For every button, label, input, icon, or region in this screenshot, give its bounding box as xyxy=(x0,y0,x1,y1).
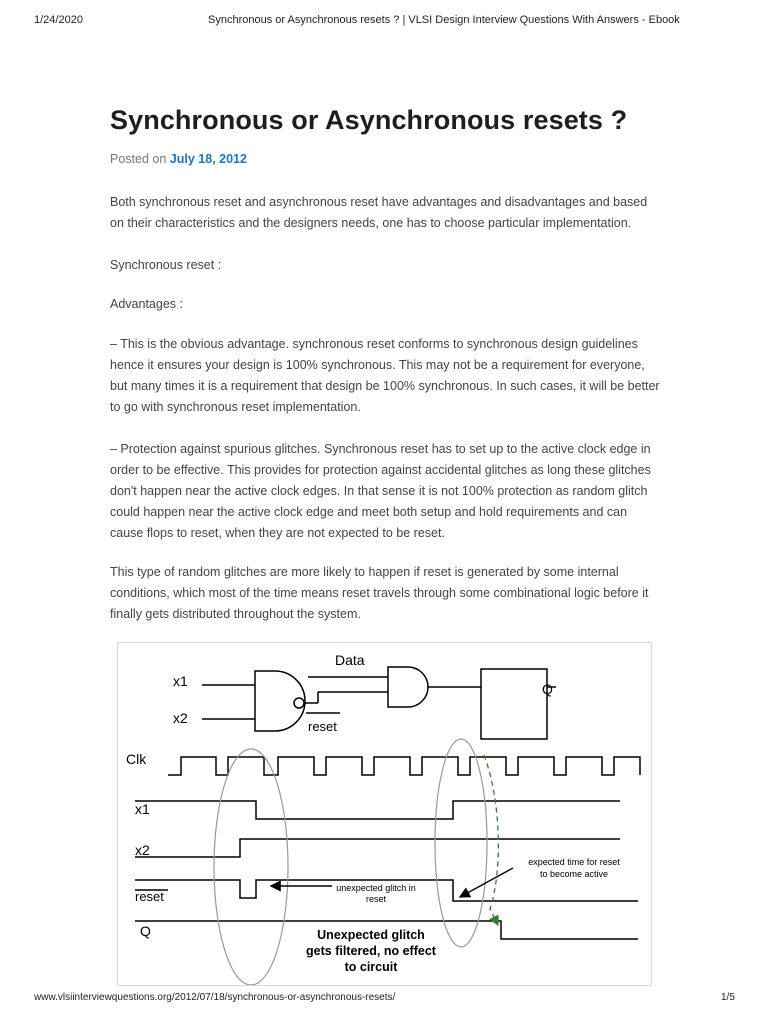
x1-label: x1 xyxy=(173,673,188,689)
caption-line-3: to circuit xyxy=(344,960,398,974)
paragraph-sync-reset-heading: Synchronous reset : xyxy=(110,258,222,272)
q-wave-label: Q xyxy=(140,923,151,939)
data-label: Data xyxy=(335,652,365,668)
paragraph-advantages-heading: Advantages : xyxy=(110,297,183,311)
post-meta xyxy=(110,152,247,166)
paragraph-advantage-1: – This is the obvious advantage. synchronous reset conforms to synchronous design guidelines hence it ensures your design is 100% synchronous. This may not be a requirement for everyone, but many times it is a requirement that design be 100% synchronous. In such cases, it will be better to go with synchronous reset implementation. xyxy=(110,337,660,414)
dashed-green-arrow xyxy=(484,755,498,925)
schematic xyxy=(202,667,556,739)
and-gate xyxy=(388,667,428,707)
clk-wave-label: Clk xyxy=(126,751,147,767)
waveforms xyxy=(135,757,640,939)
caption-line-1: Unexpected glitch xyxy=(317,928,425,942)
nand-bubble xyxy=(294,698,304,708)
paragraph-intro: Both synchronous reset and asynchronous reset have advantages and disadvantages and based on their characteristics and the designers needs, one has to choose particular implementation. xyxy=(110,195,648,230)
paragraph-glitch-note: This type of random glitches are more likely to happen if reset is generated by some internal conditions, which most of the time means reset travels through some combinational logic before it finally gets distributed throughout the system. xyxy=(110,565,649,621)
glitch-ellipse xyxy=(214,749,288,985)
print-url: www.vlsiinterviewquestions.org/2012/07/18/synchronous-or-asynchronous-resets/ xyxy=(34,992,396,1003)
article-title: Synchronous or Asynchronous resets ? xyxy=(110,105,628,135)
reset-glitch-diagram xyxy=(117,642,652,986)
print-date: 1/24/2020 xyxy=(34,14,83,26)
reset-label: reset xyxy=(308,719,337,734)
print-page-number: 1/5 xyxy=(721,992,735,1003)
expected-annotation-1: expected time for reset xyxy=(528,857,620,867)
x2-wave-label: x2 xyxy=(135,842,150,858)
posted-on-label: Posted on xyxy=(110,152,167,166)
clock-edge-ellipse xyxy=(435,739,487,947)
paragraph-advantage-2: – Protection against spurious glitches. Synchronous reset has to set up to the active clock edge in order to be effective. This provides for protection against accidental glitches as long these glitches don't happen near the active clock edges. In that sense it is not 100% protection as random glitch could happen near the active clock edge and meet both setup and hold requirements and can cause flops to reset, when they are not expected to be reset. xyxy=(110,442,651,540)
reset-wave-label: reset xyxy=(135,889,164,904)
glitch-annotation-1: unexpected glitch in xyxy=(336,883,416,893)
expected-annotation-2: to become active xyxy=(539,869,609,879)
x2-label: x2 xyxy=(173,710,188,726)
x1-wave-label: x1 xyxy=(135,801,150,817)
x2-waveform xyxy=(135,839,620,857)
flip-flop xyxy=(481,669,547,739)
caption-line-2: gets filtered, no effect xyxy=(306,944,436,958)
timing-diagram-svg xyxy=(118,643,651,985)
q-label: Q xyxy=(542,681,553,697)
x1-waveform xyxy=(135,801,620,819)
print-page-title: Synchronous or Asynchronous resets ? | VLSI Design Interview Questions With Answers - Ebook xyxy=(208,14,680,26)
clk-waveform xyxy=(168,757,640,775)
post-date-link[interactable]: July 18, 2012 xyxy=(169,152,247,166)
glitch-annotation-2: reset xyxy=(365,894,387,904)
